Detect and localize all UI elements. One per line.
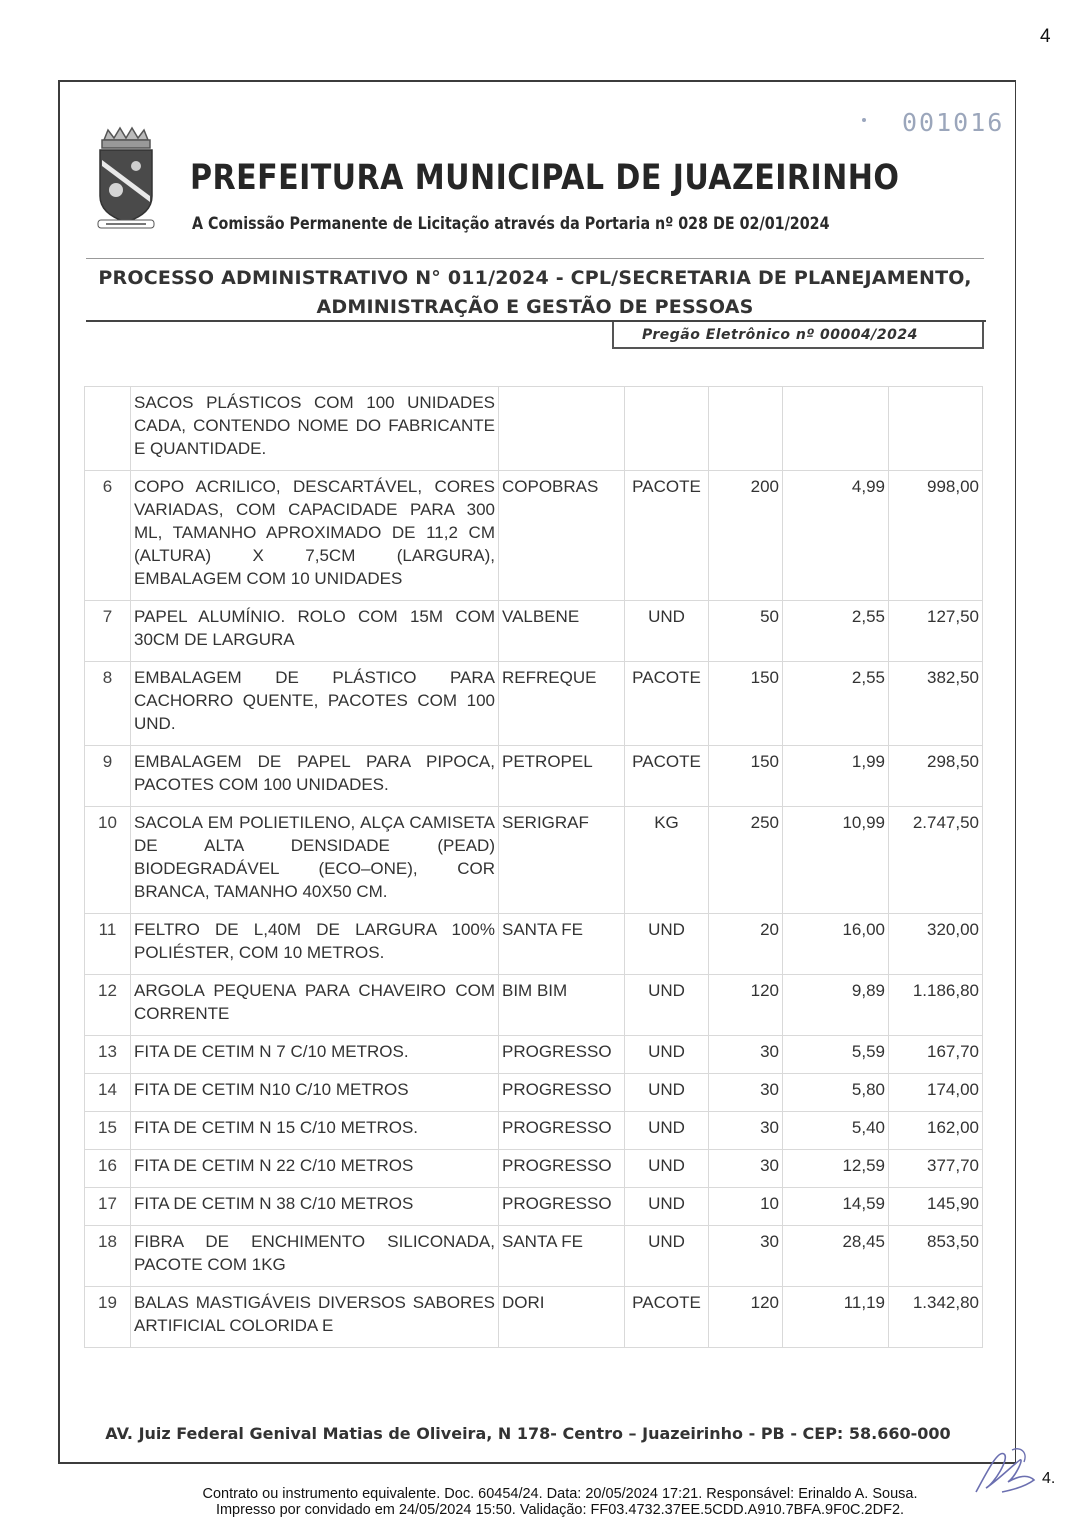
item-brand: BIM BIM <box>499 975 625 1036</box>
item-unit-price: 5,80 <box>783 1074 889 1112</box>
item-total: 1.342,80 <box>889 1287 983 1348</box>
item-unit: PACOTE <box>625 662 709 746</box>
table-row <box>85 1150 983 1188</box>
item-unit-price: 2,55 <box>783 601 889 662</box>
item-brand <box>499 387 625 471</box>
table-row <box>85 471 983 601</box>
item-brand: PETROPEL <box>499 746 625 807</box>
item-brand: REFREQUE <box>499 662 625 746</box>
item-unit: PACOTE <box>625 1287 709 1348</box>
item-quantity: 120 <box>709 975 783 1036</box>
table-row <box>85 1226 983 1287</box>
item-number: 16 <box>85 1150 131 1188</box>
item-brand: SANTA FE <box>499 914 625 975</box>
item-unit-price: 9,89 <box>783 975 889 1036</box>
item-total: 2.747,50 <box>889 807 983 914</box>
item-unit-price <box>783 387 889 471</box>
item-unit: UND <box>625 1150 709 1188</box>
table-row <box>85 746 983 807</box>
item-number: 19 <box>85 1287 131 1348</box>
item-number: 11 <box>85 914 131 975</box>
item-quantity: 200 <box>709 471 783 601</box>
item-number: 12 <box>85 975 131 1036</box>
item-total: 145,90 <box>889 1188 983 1226</box>
header-divider <box>86 258 984 259</box>
item-unit: UND <box>625 1188 709 1226</box>
item-unit: PACOTE <box>625 746 709 807</box>
table-row <box>85 601 983 662</box>
item-brand: VALBENE <box>499 601 625 662</box>
item-brand: SERIGRAF <box>499 807 625 914</box>
table-row <box>85 807 983 914</box>
table-row <box>85 914 983 975</box>
item-total: 853,50 <box>889 1226 983 1287</box>
item-quantity: 30 <box>709 1226 783 1287</box>
item-number: 15 <box>85 1112 131 1150</box>
item-number: 10 <box>85 807 131 914</box>
item-quantity: 120 <box>709 1287 783 1348</box>
item-number: 14 <box>85 1074 131 1112</box>
page-number: 4 <box>1040 26 1051 47</box>
pregao-label: Pregão Eletrônico nº 00004/2024 <box>612 322 984 349</box>
item-quantity: 30 <box>709 1150 783 1188</box>
item-number: 7 <box>85 601 131 662</box>
item-unit: KG <box>625 807 709 914</box>
item-total: 162,00 <box>889 1112 983 1150</box>
item-brand: DORI <box>499 1287 625 1348</box>
item-description: FITA DE CETIM N 38 C/10 METROS <box>131 1188 499 1226</box>
item-unit <box>625 387 709 471</box>
item-unit-price: 12,59 <box>783 1150 889 1188</box>
item-total: 382,50 <box>889 662 983 746</box>
municipal-crest-icon <box>92 126 160 234</box>
items-table <box>84 386 983 1348</box>
item-description: COPO ACRILICO, DESCARTÁVEL, CORES VARIADAS, COM CAPACIDADE PARA 300 ML, TAMANHO APROXIMADO DE 11,2 CM (ALTURA) X 7,5CM (LARGURA), EMBALAGEM COM 10 UNIDADES <box>131 471 499 601</box>
validation-line2: Impresso por convidado em 24/05/2024 15:50. Validação: FF03.4732.37EE.5CDD.A910.7BFA.9F0C.2DF2. <box>215 1502 905 1518</box>
item-unit: UND <box>625 1112 709 1150</box>
item-description: FITA DE CETIM N 7 C/10 METROS. <box>131 1036 499 1074</box>
item-number: 8 <box>85 662 131 746</box>
table-row <box>85 662 983 746</box>
footer-address: AV. Juiz Federal Genival Matias de Oliveira, N 178- Centro – Juazeirinho - PB - CEP: 58.660-000 <box>105 1424 951 1443</box>
item-description: FELTRO DE L,40M DE LARGURA 100% POLIÉSTER, COM 10 METROS. <box>131 914 499 975</box>
item-unit-price: 2,55 <box>783 662 889 746</box>
item-unit: UND <box>625 1036 709 1074</box>
item-quantity: 20 <box>709 914 783 975</box>
item-unit: PACOTE <box>625 471 709 601</box>
validation-line1: Contrato ou instrumento equivalente. Doc. 60454/24. Data: 20/05/2024 17:21. Responsável: Erinaldo A. Sousa. <box>202 1486 918 1502</box>
header-subtitle: A Comissão Permanente de Licitação através da Portaria nº 028 DE 02/01/2024 <box>192 214 830 234</box>
item-unit: UND <box>625 914 709 975</box>
item-description: BALAS MASTIGÁVEIS DIVERSOS SABORES ARTIFICIAL COLORIDA E <box>131 1287 499 1348</box>
item-number: 9 <box>85 746 131 807</box>
item-quantity: 50 <box>709 601 783 662</box>
table-row <box>85 1112 983 1150</box>
item-unit: UND <box>625 601 709 662</box>
item-unit-price: 14,59 <box>783 1188 889 1226</box>
item-total: 174,00 <box>889 1074 983 1112</box>
process-title-line2: ADMINISTRAÇÃO E GESTÃO DE PESSOAS <box>316 296 754 318</box>
item-description: PAPEL ALUMÍNIO. ROLO COM 15M COM 30CM DE LARGURA <box>131 601 499 662</box>
item-number: 18 <box>85 1226 131 1287</box>
item-unit-price: 1,99 <box>783 746 889 807</box>
item-quantity: 150 <box>709 662 783 746</box>
item-brand: PROGRESSO <box>499 1112 625 1150</box>
item-total: 998,00 <box>889 471 983 601</box>
item-number: 6 <box>85 471 131 601</box>
item-brand: PROGRESSO <box>499 1036 625 1074</box>
table-row <box>85 387 983 471</box>
item-total: 167,70 <box>889 1036 983 1074</box>
item-unit-price: 16,00 <box>783 914 889 975</box>
item-description: EMBALAGEM DE PAPEL PARA PIPOCA, PACOTES COM 100 UNIDADES. <box>131 746 499 807</box>
item-total: 377,70 <box>889 1150 983 1188</box>
item-unit-price: 5,40 <box>783 1112 889 1150</box>
table-row <box>85 1036 983 1074</box>
item-description: FITA DE CETIM N10 C/10 METROS <box>131 1074 499 1112</box>
process-title-line1: PROCESSO ADMINISTRATIVO N° 011/2024 - CPL/SECRETARIA DE PLANEJAMENTO, <box>98 267 972 289</box>
item-total <box>889 387 983 471</box>
item-brand: SANTA FE <box>499 1226 625 1287</box>
item-number: 17 <box>85 1188 131 1226</box>
item-unit-price: 11,19 <box>783 1287 889 1348</box>
table-row <box>85 1287 983 1348</box>
item-description: FITA DE CETIM N 15 C/10 METROS. <box>131 1112 499 1150</box>
item-unit-price: 28,45 <box>783 1226 889 1287</box>
item-unit: UND <box>625 1074 709 1112</box>
item-description: SACOLA EM POLIETILENO, ALÇA CAMISETA DE ALTA DENSIDADE (PEAD) BIODEGRADÁVEL (ECO–ONE), COR BRANCA, TAMANHO 40X50 CM. <box>131 807 499 914</box>
item-unit-price: 10,99 <box>783 807 889 914</box>
item-description: EMBALAGEM DE PLÁSTICO PARA CACHORRO QUENTE, PACOTES COM 100 UND. <box>131 662 499 746</box>
item-quantity: 30 <box>709 1074 783 1112</box>
item-quantity: 10 <box>709 1188 783 1226</box>
item-description: SACOS PLÁSTICOS COM 100 UNIDADES CADA, CONTENDO NOME DO FABRICANTE E QUANTIDADE. <box>131 387 499 471</box>
table-row <box>85 1188 983 1226</box>
item-total: 1.186,80 <box>889 975 983 1036</box>
item-number <box>85 387 131 471</box>
item-description: ARGOLA PEQUENA PARA CHAVEIRO COM CORRENTE <box>131 975 499 1036</box>
item-brand: PROGRESSO <box>499 1074 625 1112</box>
item-brand: PROGRESSO <box>499 1188 625 1226</box>
header-title: PREFEITURA MUNICIPAL DE JUAZEIRINHO <box>190 158 900 198</box>
signature-number: 4. <box>1042 1470 1056 1487</box>
item-brand: COPOBRAS <box>499 471 625 601</box>
item-unit: UND <box>625 975 709 1036</box>
item-unit-price: 4,99 <box>783 471 889 601</box>
item-total: 127,50 <box>889 601 983 662</box>
item-total: 320,00 <box>889 914 983 975</box>
items-table-body <box>85 387 983 1348</box>
item-quantity: 150 <box>709 746 783 807</box>
item-quantity: 250 <box>709 807 783 914</box>
stamp-dot <box>862 118 866 122</box>
item-brand: PROGRESSO <box>499 1150 625 1188</box>
item-total: 298,50 <box>889 746 983 807</box>
page-stamp-number: 001016 <box>902 108 1005 137</box>
item-description: FITA DE CETIM N 22 C/10 METROS <box>131 1150 499 1188</box>
table-row <box>85 1074 983 1112</box>
item-description: FIBRA DE ENCHIMENTO SILICONADA, PACOTE COM 1KG <box>131 1226 499 1287</box>
process-title <box>86 264 984 322</box>
item-quantity: 30 <box>709 1112 783 1150</box>
table-row <box>85 975 983 1036</box>
item-number: 13 <box>85 1036 131 1074</box>
item-quantity: 30 <box>709 1036 783 1074</box>
item-unit-price: 5,59 <box>783 1036 889 1074</box>
item-unit: UND <box>625 1226 709 1287</box>
item-quantity <box>709 387 783 471</box>
validation-footer <box>60 1486 1060 1518</box>
